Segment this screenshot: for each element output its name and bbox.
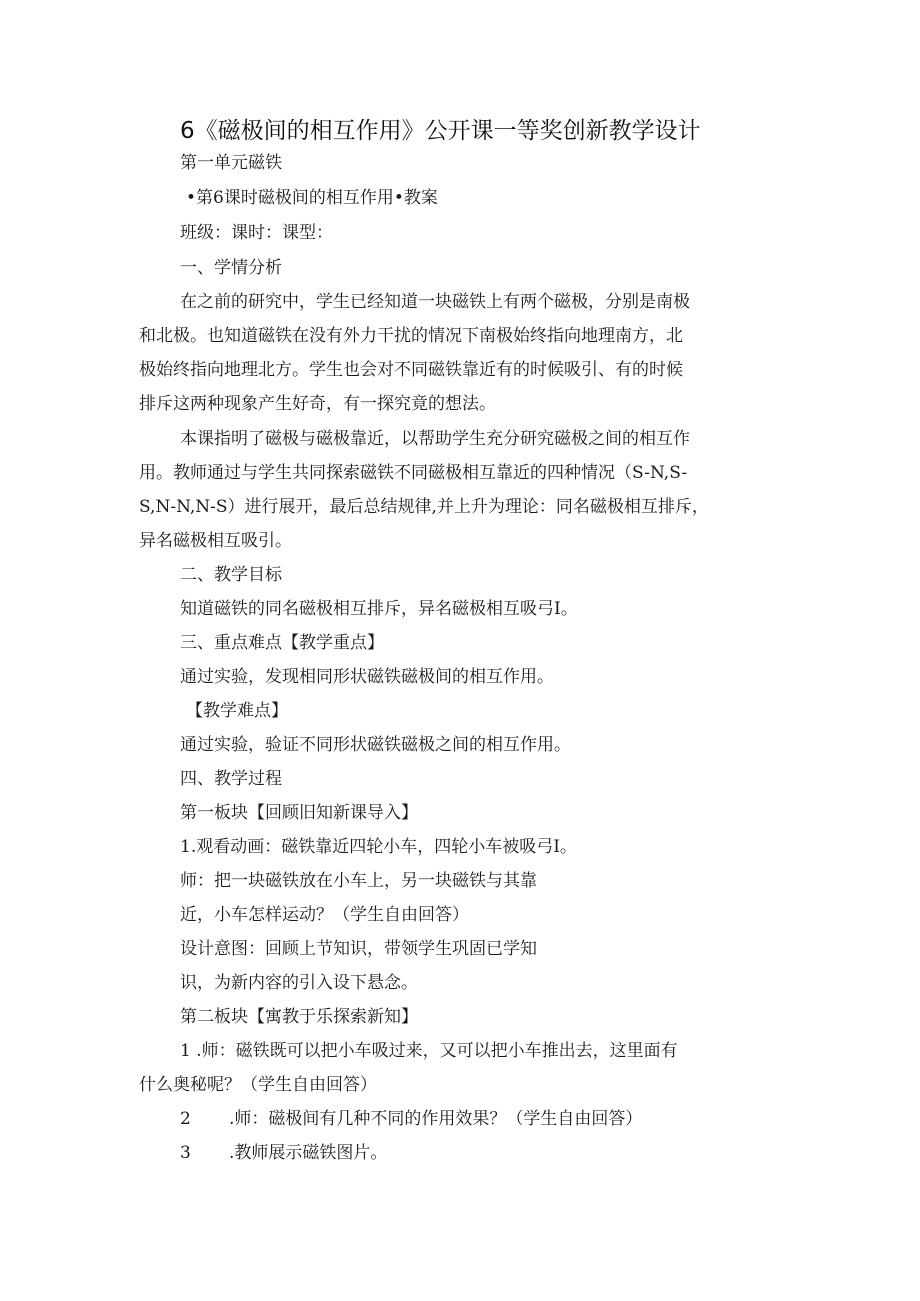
paragraph-line: 异名磁极相互吸引。 [139, 531, 292, 551]
block2-item2-text: .师：磁极间有几种不同的作用效果？（学生自由回答） [229, 1109, 643, 1129]
block2-item2-number: 2 [180, 1109, 191, 1129]
block2-item3-number: 3 [180, 1143, 191, 1163]
paragraph-line: 本课指明了磁极与磁极靠近，以帮助学生充分研究磁极之间的相互作 [180, 429, 690, 449]
unit-heading: 第一单元磁铁 [180, 153, 282, 173]
design-intent-line: 设计意图：回顾上节知识，带领学生巩固已学知 [180, 939, 537, 959]
block2-item1-line: 1 .师：磁铁既可以把小车吸过来，又可以把小车推出去，这里面有 [180, 1041, 678, 1061]
paragraph-line: 用。教师通过与学生共同探索磁铁不同磁极相互靠近的四种情况（S-N,S- [139, 463, 688, 483]
document-title: 6《磁极间的相互作用》公开课一等奖创新教学设计 [180, 118, 701, 144]
difficulty-heading: 【教学难点】 [186, 701, 288, 721]
block2-item1-line: 什么奥秘呢？（学生自由回答） [139, 1075, 377, 1095]
paragraph-line: 和北极。也知道磁铁在没有外力干扰的情况下南极始终指向地理南方，北 [139, 326, 683, 346]
lesson-heading: •第6课时磁极间的相互作用•教案 [186, 188, 438, 208]
block1-heading: 第一板块【回顾旧知新课导入】 [180, 803, 418, 823]
teacher-question-line: 师：把一块磁铁放在小车上，另一块磁铁与其靠 [180, 871, 537, 891]
paragraph-line: 排斥这两种现象产生好奇，有一探究竟的想法。 [139, 394, 496, 414]
teacher-question-line: 近，小车怎样运动？（学生自由回答） [180, 905, 469, 925]
paragraph-line: S,N-N,N-S）进行展开，最后总结规律,并上升为理论：同名磁极相互排斥， [139, 497, 709, 517]
class-info: 班级：课时：课型： [180, 223, 333, 243]
block1-item1: 1.观看动画：磁铁靠近四轮小车，四轮小车被吸弓I。 [180, 837, 577, 857]
section-heading-process: 四、教学过程 [180, 769, 282, 789]
block2-item3-text: .教师展示磁铁图片。 [229, 1143, 388, 1163]
difficulty-text: 通过实验，验证不同形状磁铁磁极之间的相互作用。 [180, 735, 571, 755]
section-heading-objectives: 二、教学目标 [180, 565, 282, 585]
paragraph-line: 在之前的研究中，学生已经知道一块磁铁上有两个磁极，分别是南极 [180, 292, 690, 312]
paragraph-line: 极始终指向地理北方。学生也会对不同磁铁靠近有的时候吸引、有的时候 [139, 360, 683, 380]
design-intent-line: 识，为新内容的引入设下悬念。 [180, 973, 418, 993]
key-point-text: 通过实验，发现相同形状磁铁磁极间的相互作用。 [180, 667, 554, 687]
section-heading-key-points: 三、重点难点【教学重点】 [180, 633, 384, 653]
objective-text: 知道磁铁的同名磁极相互排斥，异名磁极相互吸弓I。 [180, 599, 578, 619]
section-heading-analysis: 一、学情分析 [180, 258, 282, 278]
block2-heading: 第二板块【寓教于乐探索新知】 [180, 1007, 418, 1027]
